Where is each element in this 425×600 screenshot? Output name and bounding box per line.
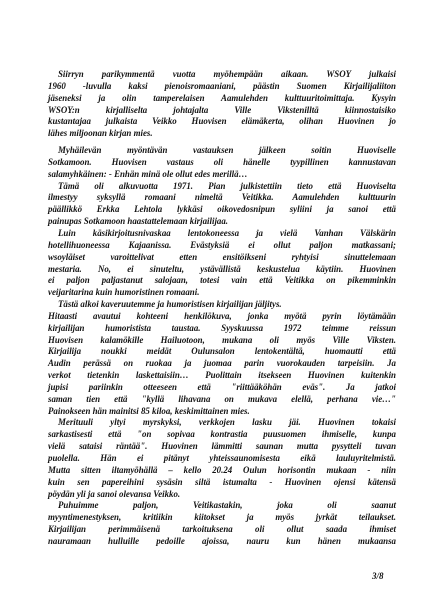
text-line: ilmestyy syksyllä romaani nimeltä Veitikka. Aamulehden kulttuurin: [48, 192, 396, 203]
body-text: [48, 69, 396, 548]
text-line: pöydän yli ja sanoi olevansa Veikko.: [48, 488, 181, 499]
text-line: Merituuli yltyi myrskyksi, verkkojen lasku jäi. Huovinen tokaisi: [58, 417, 396, 428]
text-line: wsoyläiset varoittelivat etten ensitöikseni ryhtyisi sinuttelemaan: [48, 251, 396, 262]
text-line: Sotkamoon. Huovisen vastaus oli hänelle tyypillinen kannustavan: [48, 156, 396, 167]
text-line: Myhäilevän myöntävän vastauksen jälkeen soitin Huoviselle: [58, 145, 396, 156]
text-line: Luin käsikirjoitusnivaskaa lentokoneessa ja vielä Vanhan Välskärin: [58, 227, 396, 238]
text-line: jupisi pariinkin otteeseen että "riittääköhän eväs". Ja jatkoi: [48, 381, 396, 392]
text-line: salamyhkäinen: - Enhän minä ole ollut edes merillä…: [48, 168, 248, 179]
text-line: hotellihuoneessa Kajaanissa. Evästyksiä ei ollut paljon matkassani;: [48, 239, 396, 250]
text-line: saman tien että "kyllä lihavana on mukava elellä, perhana vie…": [48, 393, 396, 404]
text-line: verkot tietenkin laskettaisiin… Puolittain itsekseen Huovinen kuitenkin: [48, 370, 396, 381]
text-line: Siirryn parikymmentä vuotta myöhempään aikaan. WSOY julkaisi: [58, 69, 396, 79]
text-line: Tämä oli alkuvuotta 1971. Pian julkistettiin tieto että Huoviselta: [58, 180, 396, 191]
page-number: 3/8: [372, 571, 384, 581]
text-line: vielä sataisi räntää". Huovinen lämmitti saunan mutta pysytteli tuvan: [48, 441, 396, 452]
text-line: veijaritarina kuin humoristinen romaani.: [48, 287, 200, 298]
text-line: nauramaan hulluille pedoille ajoissa, nauru kun hänen mukaansa: [48, 535, 396, 546]
text-line: kustantajaa julkaista Veikko Huovisen elämäkerta, olihan Huovinen jo: [48, 116, 396, 127]
text-line: kuin sen papereihini sysäsin siltä istumalta - Huovinen ojensi kätensä: [48, 476, 396, 487]
text-line: jäseneksi ja olin tamperelaisen Aamulehden kulttuuritoimittaja. Kysyin: [48, 92, 396, 103]
text-line: Painokseen hän mainitsi 85 kiloa, keskimittainen mies.: [48, 405, 250, 416]
text-line: Puhuimme paljon, Veitikastakin, joka oli saanut: [58, 500, 396, 511]
text-line: Kirjailijan perimmäisenä tarkoituksena oli ollut saada ihmiset: [48, 524, 396, 535]
text-line: kirjailijan humoristista taustaa. Syyskuussa 1972 teimme reissun: [48, 322, 396, 333]
text-line: puolella. Hän ei pitänyt yhteissaunomisesta eikä lauluyritelmistä.: [48, 453, 396, 463]
text-line: sarkastisesti että "on sopivaa kontrastia puusuomen ihmiselle, kunpa: [48, 429, 396, 440]
text-line: myyntimenestyksen, kritiikin kiitokset ja myös jyrkät teilaukset.: [48, 512, 396, 523]
text-line: WSOY:n kirjalliselta johtajalta Ville Vikstenilltä kiinnostaisiko: [48, 104, 396, 115]
text-line: lähes miljoonan kirjan mies.: [48, 128, 153, 139]
text-line: ei paljon paljastanut salojaan, totesi vain että Veitikka on pikemminkin: [48, 275, 396, 286]
text-line: Mutta sitten iltamyöhällä – kello 20.24 Oulun horisontin mukaan - niin: [48, 464, 396, 475]
text-line: Audin perässä on ruokaa ja juomaa parin vuorokauden tarpeisiin. Ja: [48, 358, 396, 369]
text-line: Hitaasti avautui kohteeni henkilökuva, jonka myötä pyrin löytämään: [48, 310, 396, 321]
text-line: 1960 -luvulla kaksi pienoisromaaniani, päästin Suomen Kirjailijaliiton: [48, 80, 396, 91]
text-line: Tästä alkoi kaveruutemme ja humoristisen kirjailijan jäljitys.: [58, 299, 282, 310]
text-line: Kirjailija noukki meidät Oulunsalon lentokentältä, huomautti että: [48, 346, 396, 357]
text-line: päällikkö Erkka Lehtola lykkäsi oikovedosnipun syliini ja sanoi että: [48, 204, 396, 215]
text-line: Huovisen kalamökille Hailuotoon, mukana oli myös Ville Viksten.: [48, 334, 396, 345]
text-line: mestaria. No, ei sinuteltu, ystävällistä keskustelua käytiin. Huovinen: [48, 263, 396, 274]
text-line: painupas Sotkamoon haastattelemaan kirjailijaa.: [48, 216, 229, 227]
